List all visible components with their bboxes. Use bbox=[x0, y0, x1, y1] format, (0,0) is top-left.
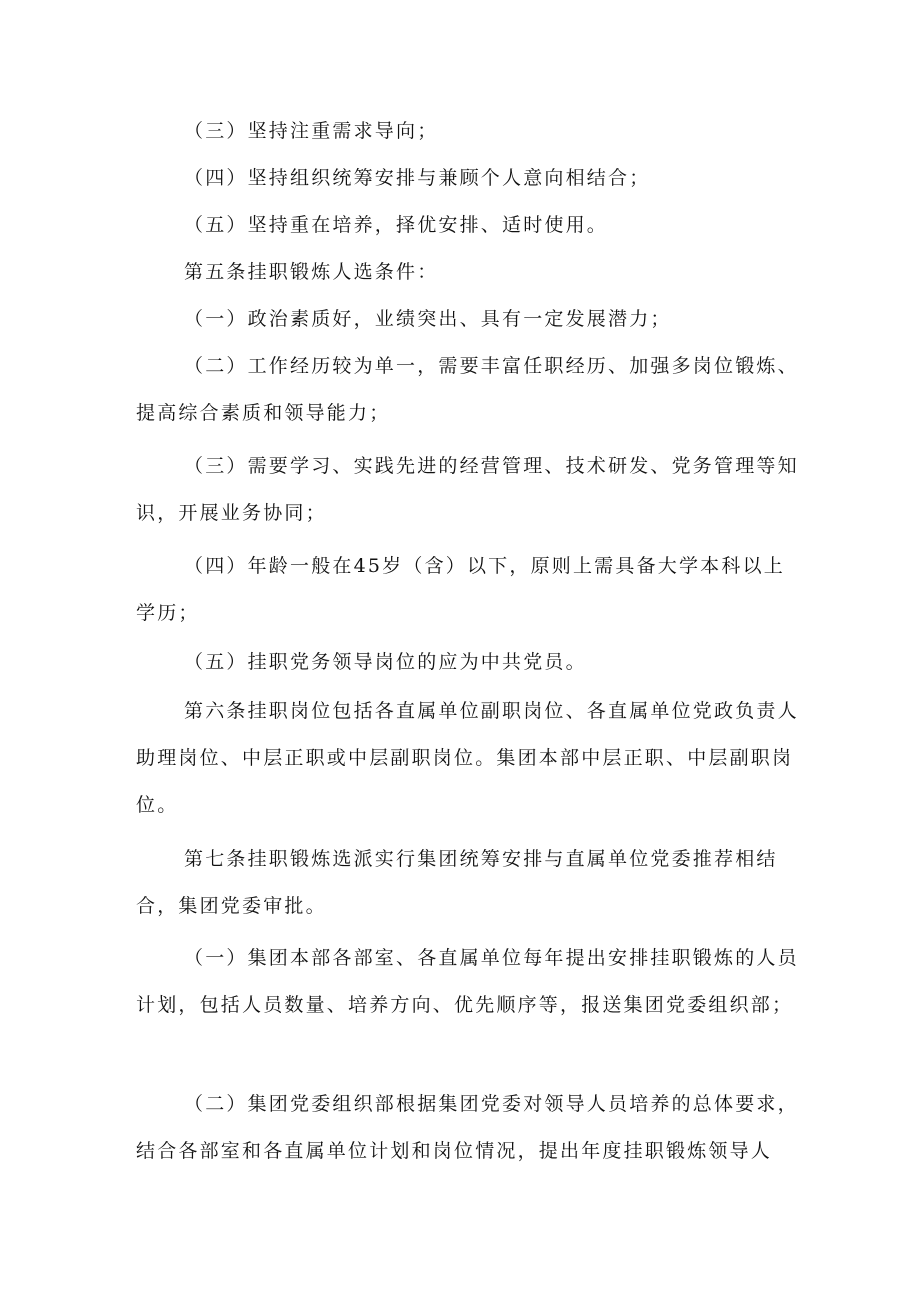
paragraph-condition-4: （四）年龄一般在45岁（含）以下，原则上需具备大学本科以上学历； bbox=[136, 555, 785, 624]
paragraph-procedure-1: （一）集团本部各部室、各直属单位每年提出安排挂职锻炼的人员计划，包括人员数量、培养方向、优先顺序等，报送集团党委组织部； bbox=[136, 947, 799, 1016]
paragraph-principle-5: （五）坚持重在培养，择优安排、适时使用。 bbox=[184, 214, 609, 236]
paragraph-condition-2: （二）工作经历较为单一，需要丰富任职经历、加强多岗位锻炼、提高综合素质和领导能力； bbox=[136, 355, 799, 424]
paragraph-article-7: 第七条挂职锻炼选派实行集团统筹安排与直属单位党委推荐相结合，集团党委审批。 bbox=[136, 848, 778, 917]
paragraph-principle-3: （三）坚持注重需求导向； bbox=[184, 120, 439, 142]
paragraph-article-5-heading: 第五条挂职锻炼人选条件： bbox=[184, 261, 439, 283]
paragraph-procedure-2: （二）集团党委组织部根据集团党委对领导人员培养的总体要求，结合各部室和各直属单位计划和岗位情况，提出年度挂职锻炼领导人 bbox=[136, 1093, 799, 1162]
paragraph-condition-3: （三）需要学习、实践先进的经营管理、技术研发、党务管理等知识，开展业务协同； bbox=[136, 455, 799, 524]
paragraph-article-6: 第六条挂职岗位包括各直属单位副职岗位、各直属单位党政负责人助理岗位、中层正职或中层副职岗位。集团本部中层正职、中层副职岗位。 bbox=[136, 700, 799, 816]
paragraph-condition-5: （五）挂职党务领导岗位的应为中共党员。 bbox=[184, 651, 587, 673]
paragraph-principle-4: （四）坚持组织统筹安排与兼顾个人意向相结合； bbox=[184, 167, 651, 189]
paragraph-condition-1: （一）政治素质好，业绩突出、具有一定发展潜力； bbox=[184, 308, 672, 330]
